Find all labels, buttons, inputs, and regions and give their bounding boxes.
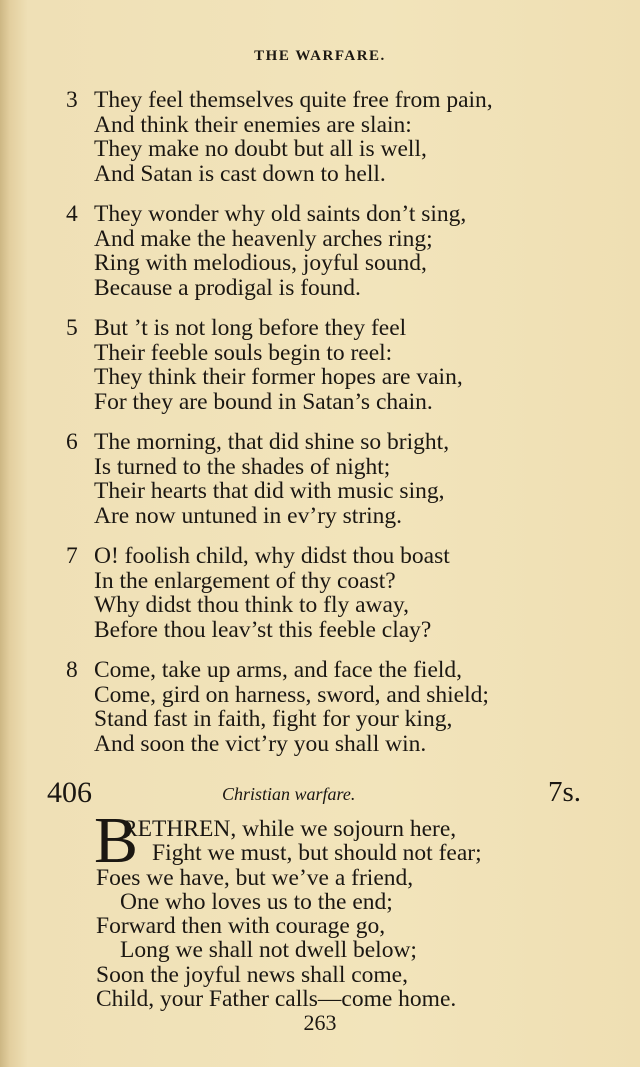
verse-line: [66, 365, 606, 390]
verse-text: Before thou leav’st this feeble clay?: [94, 616, 432, 643]
verse-line: [66, 504, 606, 529]
verse-text: Their hearts that did with music sing,: [94, 478, 445, 504]
verse-line: [66, 593, 606, 618]
verse-line: [66, 430, 606, 455]
verse-line: [66, 658, 606, 683]
hymn-number: 406: [47, 776, 92, 809]
stanza-number: 4: [66, 201, 78, 227]
running-header: THE WARFARE.: [254, 48, 386, 64]
verse-text: And think their enemies are slain:: [94, 111, 412, 138]
verse-text: They make no doubt but all is well,: [94, 136, 427, 162]
verse-text: Is turned to the shades of night;: [94, 453, 391, 480]
verse-line: [66, 683, 606, 708]
verse-text: Their feeble souls begin to reel:: [94, 339, 393, 366]
stanza-number: 6: [66, 429, 78, 455]
hymn-verse: [96, 817, 616, 1011]
verse-line: [66, 137, 606, 162]
verse-line: [66, 455, 606, 480]
verse-text: They wonder why old saints don’t sing,: [94, 201, 467, 227]
verse-line: [66, 276, 606, 301]
verse-line: [66, 732, 606, 757]
stanza-number: 3: [66, 87, 78, 113]
verse-text: They think their former hopes are vain,: [94, 364, 463, 390]
verse-text: And make the heavenly arches ring;: [94, 225, 433, 252]
verse-text: For they are bound in Satan’s chain.: [94, 388, 433, 415]
verse-line: [66, 569, 606, 594]
verse-line: Long we shall not dwell below;: [120, 937, 417, 964]
verse-text: Stand fast in faith, fight for your king,: [94, 706, 453, 732]
verse-line: [66, 390, 606, 415]
verse-line: Foes we have, but we’ve a friend,: [96, 864, 414, 891]
verse-line: [66, 162, 606, 187]
stanza-number: 7: [66, 543, 78, 569]
verse-text: And soon the vict’ry you shall win.: [94, 730, 427, 757]
stanza: [66, 202, 606, 300]
verse-text: They feel themselves quite free from pain,: [94, 87, 493, 113]
verse-text: Come, take up arms, and face the field,: [94, 657, 463, 683]
drop-cap: B: [94, 804, 139, 877]
verse-line: [66, 618, 606, 643]
verse-line: [66, 113, 606, 138]
verse-text: O! foolish child, why didst thou boast: [94, 543, 450, 569]
verse-line: [66, 707, 606, 732]
verse-line: RETHREN, while we sojourn here,: [122, 816, 457, 842]
verse-text: And Satan is cast down to hell.: [94, 160, 386, 187]
verse-line: Forward then with courage go,: [96, 913, 386, 940]
stanza: [66, 430, 606, 528]
verse-line: [66, 316, 606, 341]
verse-line: [66, 88, 606, 113]
stanza-number: 8: [66, 657, 78, 683]
verse-text: But ’t is not long before they feel: [94, 315, 407, 341]
verse-line: [66, 227, 606, 252]
verse-line: Soon the joyful news shall come,: [96, 961, 408, 988]
verse-line: One who loves us to the end;: [120, 888, 393, 915]
stanza: [66, 88, 606, 186]
verse-text: Because a prodigal is found.: [94, 274, 361, 301]
verse-text: Are now untuned in ev’ry string.: [94, 502, 403, 529]
verse-text: Why didst thou think to fly away,: [94, 592, 410, 618]
verse-line: [66, 202, 606, 227]
verse-text: Come, gird on harness, sword, and shield;: [94, 681, 489, 708]
verse-line: Fight we must, but should not fear;: [152, 840, 482, 867]
stanza: [66, 658, 606, 756]
page-number: 263: [303, 1010, 337, 1035]
stanza: [66, 544, 606, 642]
verse-text: In the enlargement of thy coast?: [94, 567, 396, 594]
verse-line: Child, your Father calls—come home.: [96, 986, 457, 1013]
verse-line: [66, 341, 606, 366]
verse-text: The morning, that did shine so bright,: [94, 429, 450, 455]
verse-text: Ring with melodious, joyful sound,: [94, 250, 427, 276]
stanza-number: 5: [66, 315, 78, 341]
hymn-title: Christian warfare.: [222, 784, 356, 804]
verse-line: [66, 544, 606, 569]
verse-line: [66, 479, 606, 504]
hymn-meter: 7s.: [548, 776, 582, 808]
verse-line: [66, 251, 606, 276]
stanza: [66, 316, 606, 414]
